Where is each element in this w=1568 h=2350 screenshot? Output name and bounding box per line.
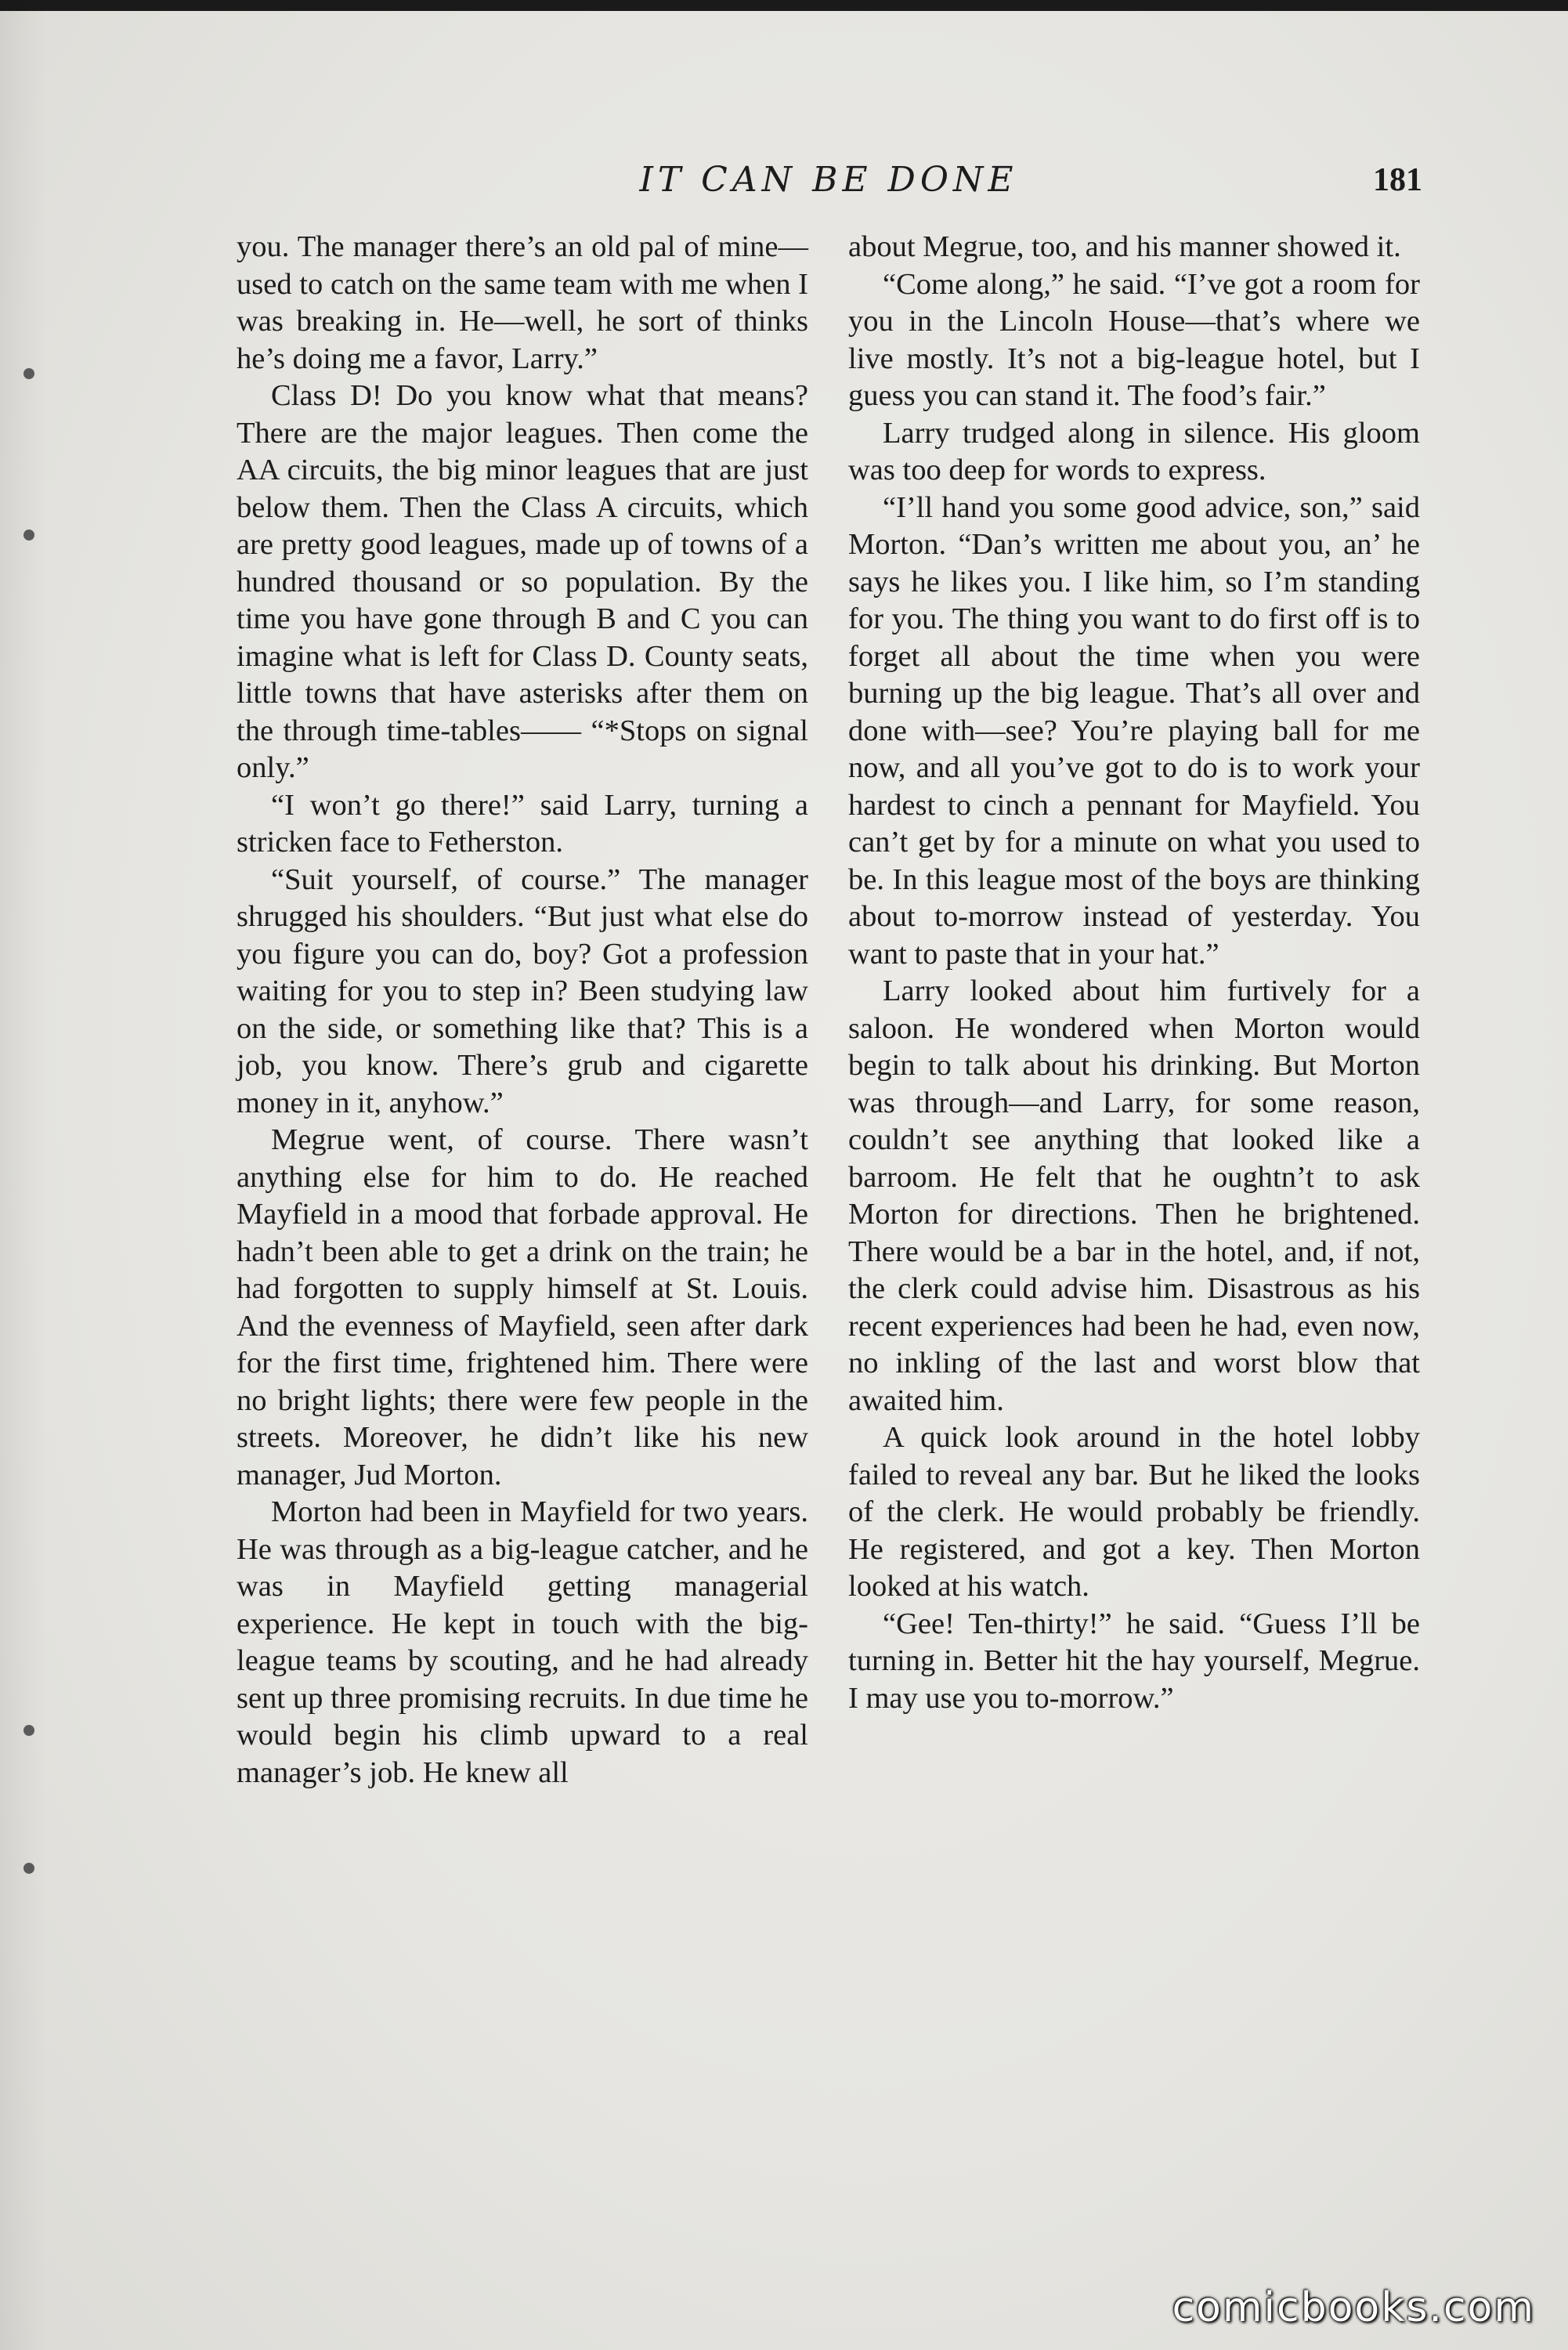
paragraph: Larry trudged along in silence. His gloom was too deep for words to express. — [848, 416, 1420, 486]
binding-shadow — [0, 0, 47, 2350]
left-column — [237, 229, 808, 1791]
paragraph: Megrue went, of course. There wasn’t anything else for him to do. He reached Mayfield in a mood that forbade approval. He hadn’t been able to get a drink on the train; he had forgotten to supply himself at St. Louis. And the evenness of Mayfield, seen after dark for the first time, frightened him. There were no bright lights; there were few people in the streets. Moreover, he didn’t like his new manager, Jud Morton. — [237, 1123, 808, 1491]
binding-hole-mark — [23, 1725, 34, 1736]
paragraph: Morton had been in Mayfield for two years. He was through as a big-league catcher, and he was in Mayfield getting managerial experience. He kept in touch with the big-league teams by scouting, and he had already sent up three promising recruits. In due time he would begin his climb upward to a real manager’s job. He knew all — [237, 1495, 808, 1789]
paragraph: “I won’t go there!” said Larry, turning a stricken face to Fetherston. — [237, 788, 808, 859]
paragraph: Larry looked about him furtively for a saloon. He wondered when Morton would begin to talk about his drinking. But Morton was through—and Larry, for some reason, couldn’t see anything that looked like a barroom. He felt that he oughtn’t to ask Morton for directions. Then he brightened. There would be a bar in the hotel, and, if not, the clerk could advise him. Disastrous as his recent experiences had been he had, even now, no inkling of the last and worst blow that awaited him. — [848, 974, 1420, 1417]
binding-hole-mark — [23, 530, 34, 540]
page-top-edge — [0, 0, 1568, 11]
paragraph: “Suit yourself, of course.” The manager shrugged his shoulders. “But just what else do you figure you can do, boy? Got a profession waiting for you to step in? Been studying law on the side, or something like that? This is a job, you know. There’s grub and cigarette money in it, anyhow.” — [237, 862, 808, 1119]
paragraph: you. The manager there’s an old pal of mine—used to catch on the same team with me when I was breaking in. He—well, he sort of thinks he’s doing me a favor, Larry.” — [237, 230, 808, 375]
paragraph: Class D! Do you know what that means? There are the major leagues. Then come the AA circuits, the big minor leagues that are just below them. Then the Class A circuits, which are pretty good leagues, made up of towns of a hundred thousand or so population. By the time you have gone through B and C you can imagine what is left for Class D. County seats, little towns that have asterisks after them on the through time-tables—— “*Stops on signal only.” — [237, 379, 808, 784]
page-number: 181 — [1373, 162, 1422, 198]
running-title: IT CAN BE DONE — [639, 160, 1018, 200]
paragraph: “Come along,” he said. “I’ve got a room for you in the Lincoln House—that’s where we live mostly. It’s not a big-league hotel, but I guess you can stand it. The food’s fair.” — [848, 267, 1420, 412]
binding-hole-mark — [23, 368, 34, 379]
binding-hole-mark — [23, 1863, 34, 1874]
right-column — [848, 229, 1420, 1717]
paragraph: “I’ll hand you some good advice, son,” said Morton. “Dan’s written me about you, an’ he says he likes you. I like him, so I’m standing for you. The thing you want to do first off is to forget all about the time when you were burning up the big league. That’s all over and done with—see? You’re playing ball for me now, and all you’ve got to do is to work your hardest to cinch a pennant for Mayfield. You can’t get by for a minute on what you used to be. In this league most of the boys are thinking about to-morrow instead of yesterday. You want to paste that in your hat.” — [848, 490, 1420, 971]
paragraph: A quick look around in the hotel lobby failed to reveal any bar. But he liked the looks of the clerk. He would probably be friendly. He registered, and got a key. Then Morton looked at his watch. — [848, 1421, 1420, 1603]
paragraph: about Megrue, too, and his manner showed it. — [848, 230, 1401, 263]
watermark: comicbooks.com — [1172, 2284, 1535, 2331]
page-header — [235, 157, 1422, 204]
paragraph: “Gee! Ten-thirty!” he said. “Guess I’ll be turning in. Better hit the hay yourself, Megrue. I may use you to-morrow.” — [848, 1607, 1420, 1715]
